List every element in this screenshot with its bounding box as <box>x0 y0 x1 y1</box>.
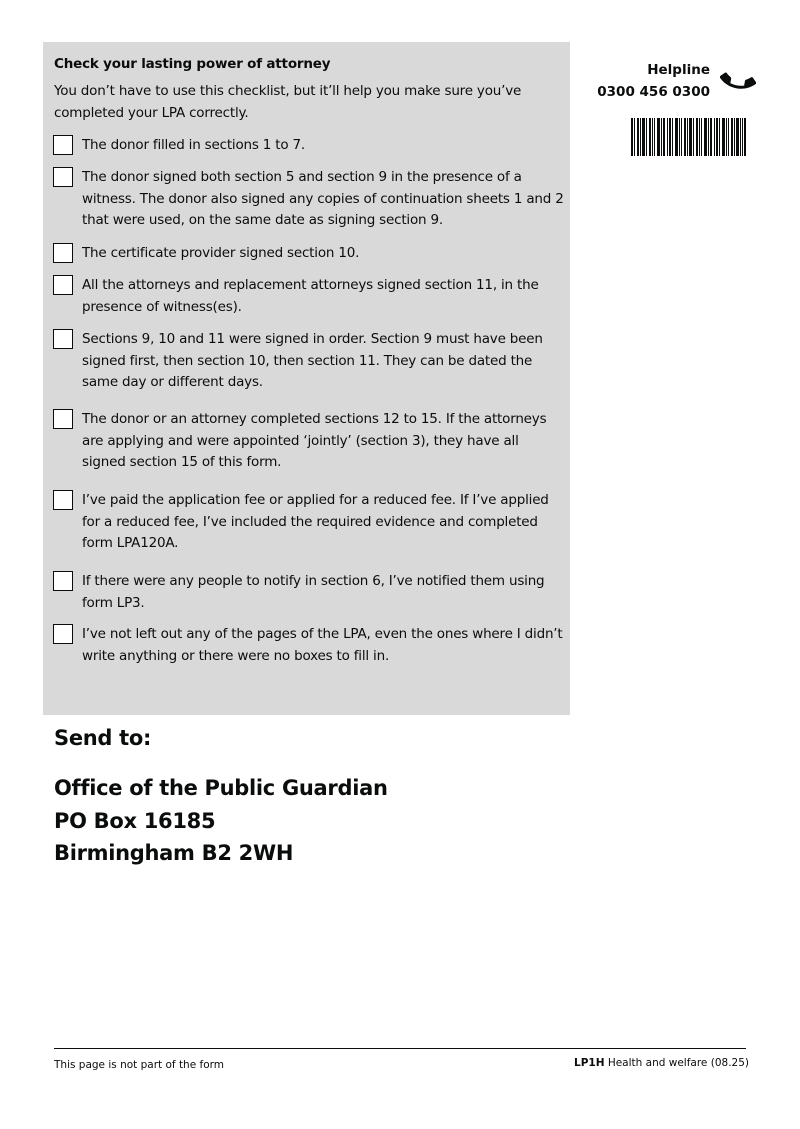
address-line: Office of the Public Guardian <box>54 776 388 800</box>
address-line: Birmingham B2 2WH <box>54 841 294 865</box>
address-line: PO Box 16185 <box>54 808 216 833</box>
form-version: (08.25) <box>710 1057 749 1069</box>
form-reference <box>574 1057 749 1069</box>
checklist-item-text: The certificate provider signed section 10. <box>82 245 360 261</box>
checklist-panel <box>43 42 570 715</box>
phone-icon <box>720 62 756 98</box>
checkbox[interactable] <box>53 409 73 429</box>
barcode-icon <box>631 118 746 156</box>
checkbox[interactable] <box>53 167 73 187</box>
checklist-item-text: Sections 9, 10 and 11 were signed in order. Section 9 must have been signed first, then section 10, then section 11. They can be dated the same day or different days. <box>82 331 543 391</box>
helpline-number: 0300 456 0300 <box>597 84 710 100</box>
postal-address <box>54 772 388 870</box>
checkbox[interactable] <box>53 624 73 644</box>
checklist-title: Check your lasting power of attorney <box>54 56 331 72</box>
checklist-item-text: I’ve not left out any of the pages of the LPA, even the ones where I didn’t write anything or there were no boxes to fill in. <box>82 626 563 664</box>
checkbox[interactable] <box>53 490 73 510</box>
form-code: LP1H <box>574 1057 605 1069</box>
checkbox[interactable] <box>53 135 73 155</box>
send-to-heading: Send to: <box>54 726 152 750</box>
checkbox[interactable] <box>53 571 73 591</box>
helpline-label: Helpline <box>647 62 710 78</box>
checklist-item-text: I’ve paid the application fee or applied for a reduced fee. If I’ve applied for a reduced fee, I’ve included the required evidence and completed form LPA120A. <box>82 492 549 552</box>
checklist-intro: You don’t have to use this checklist, but it’ll help you make sure you’ve completed your LPA correctly. <box>54 83 522 121</box>
checklist-item-text: The donor or an attorney completed sections 12 to 15. If the attorneys are applying and were appointed ‘jointly’ (section 3), they have all signed section 15 of this form. <box>82 411 547 471</box>
form-name: Health and welfare <box>607 1057 708 1069</box>
checklist-item-text: The donor filled in sections 1 to 7. <box>82 137 306 153</box>
footer-divider <box>54 1048 746 1049</box>
helpline <box>586 60 756 106</box>
checkbox[interactable] <box>53 275 73 295</box>
checklist-item-text: All the attorneys and replacement attorneys signed section 11, in the presence of witness(es). <box>82 277 539 315</box>
checkbox[interactable] <box>53 243 73 263</box>
footer-note: This page is not part of the form <box>54 1059 224 1071</box>
checkbox[interactable] <box>53 329 73 349</box>
checklist-item-text: If there were any people to notify in section 6, I’ve notified them using form LP3. <box>82 573 545 611</box>
checklist-item-text: The donor signed both section 5 and section 9 in the presence of a witness. The donor also signed any copies of continuation sheets 1 and 2 that were used, on the same date as signing section 9. <box>82 169 564 229</box>
